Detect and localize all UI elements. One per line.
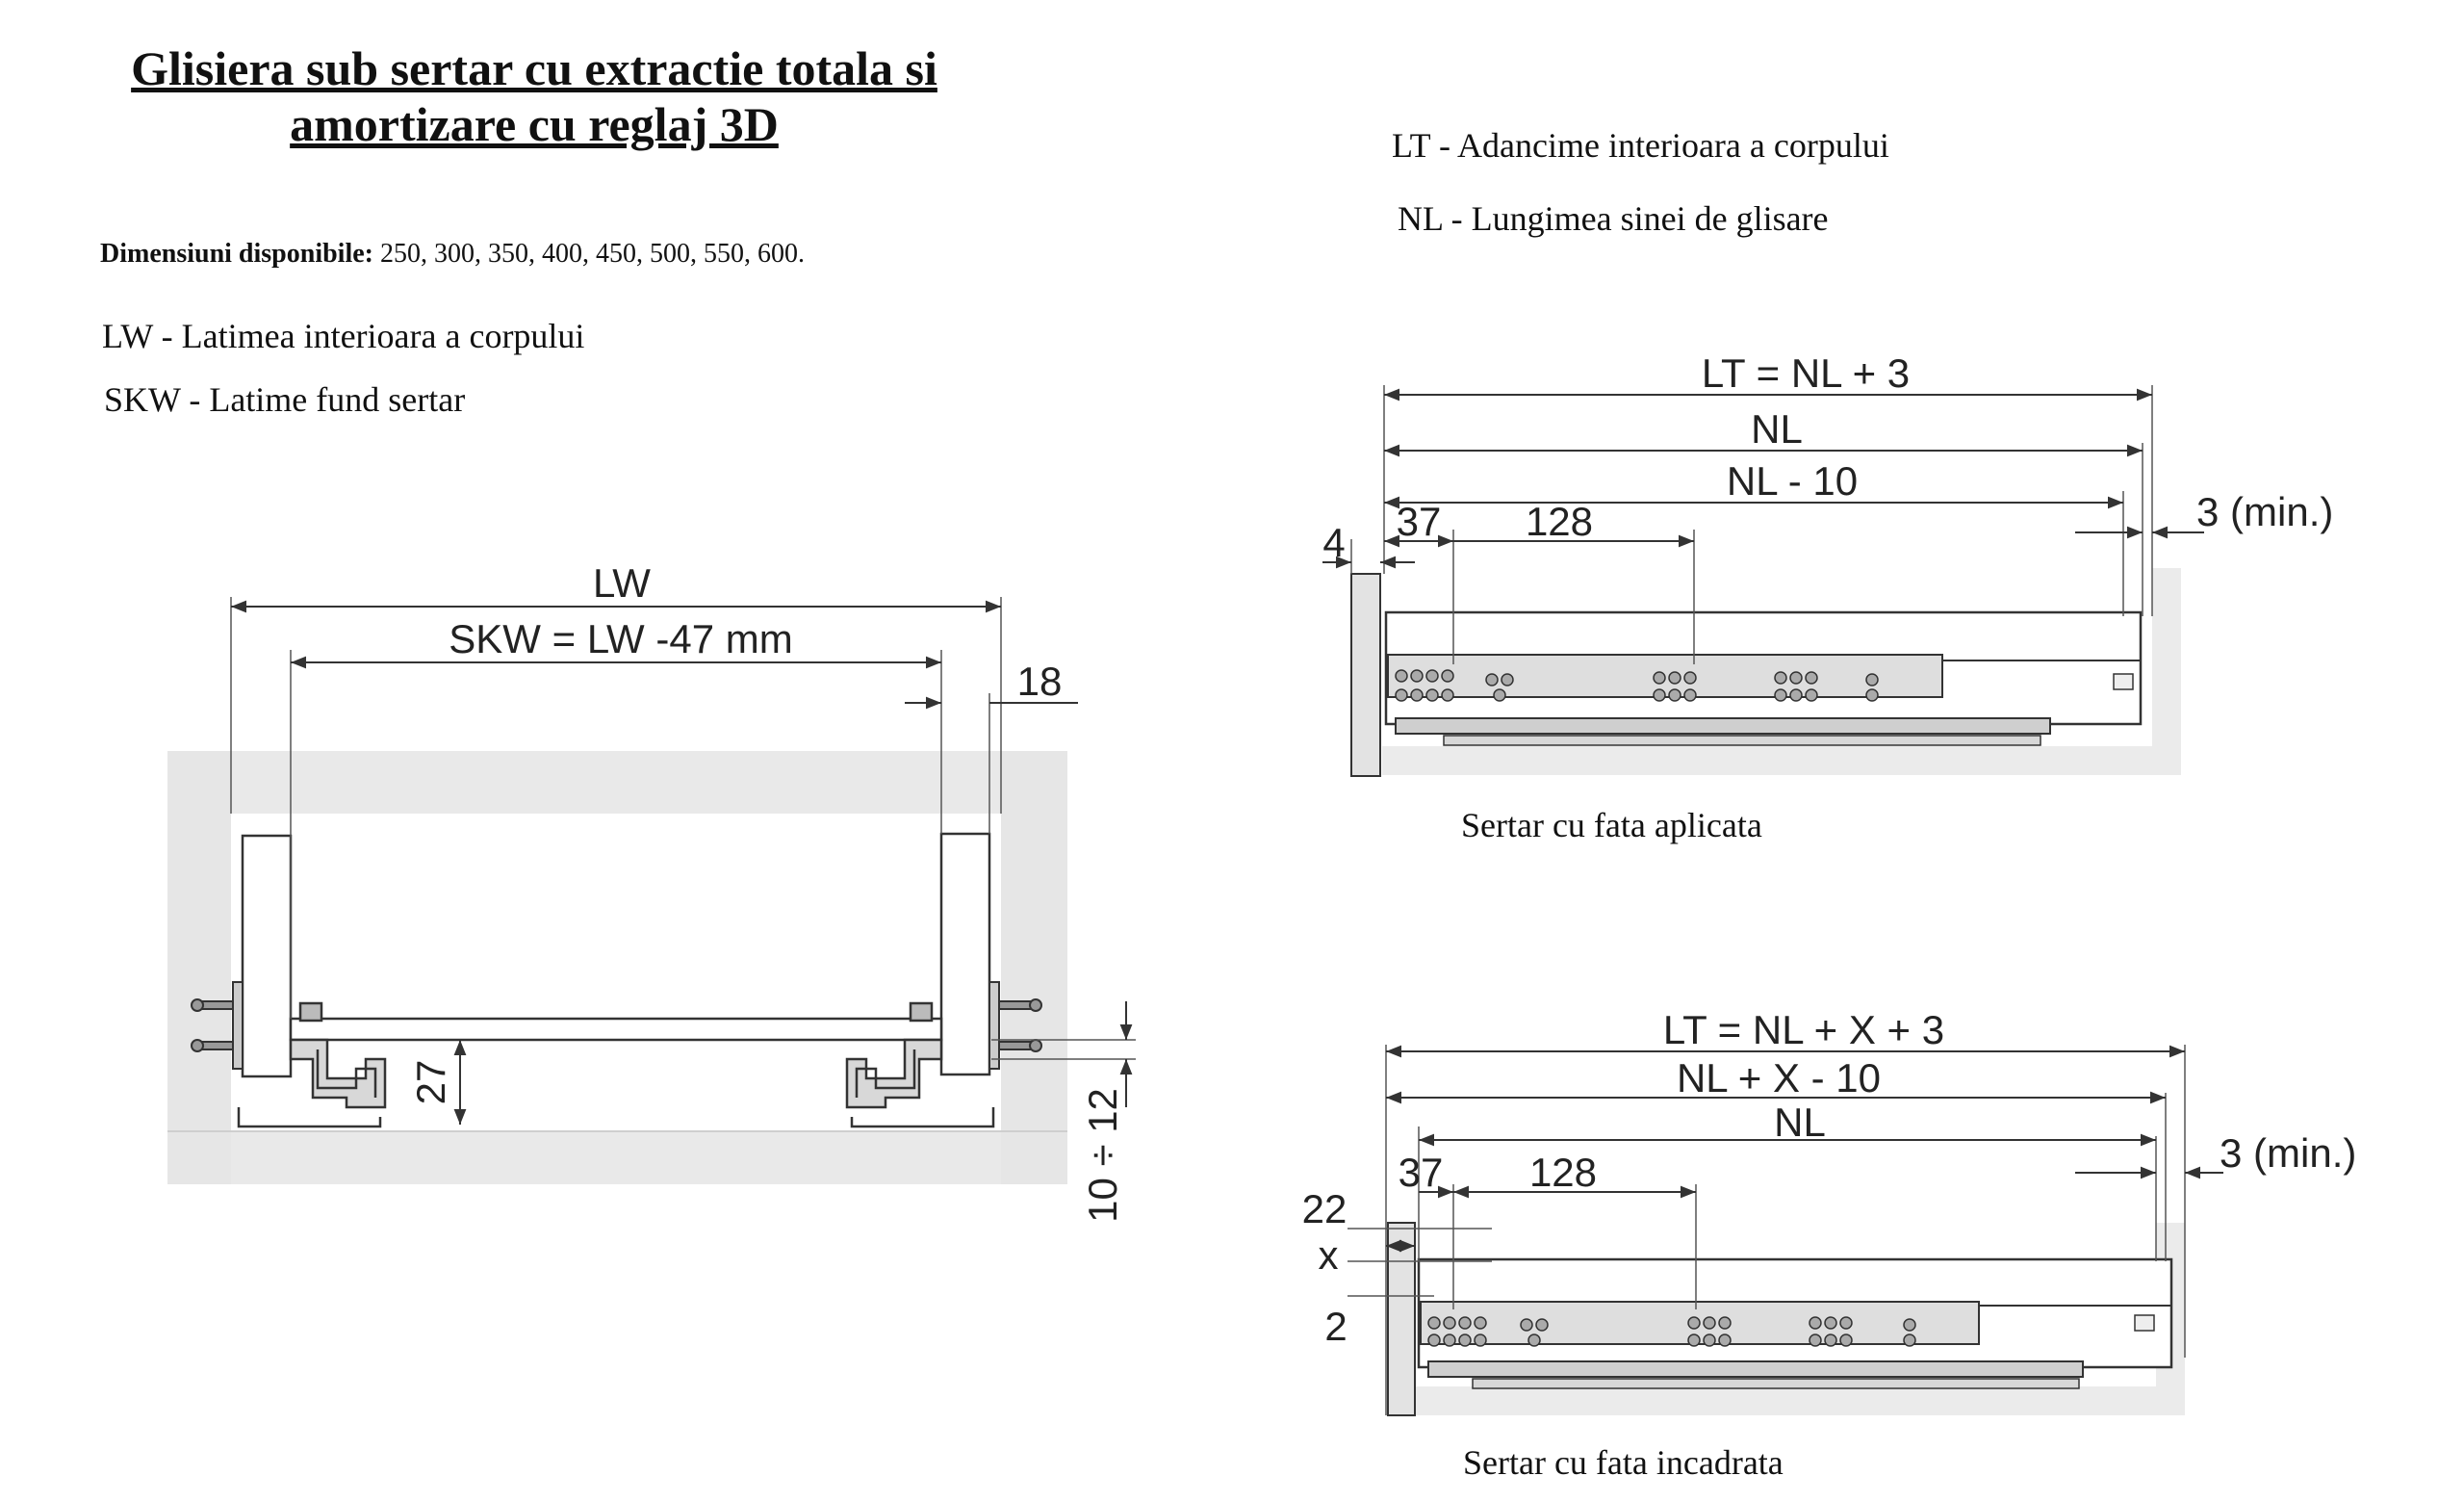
overlay-d4-label: 4	[1322, 520, 1346, 565]
overlay-min-label: 3 (min.)	[2196, 489, 2334, 534]
range-label: 10 ÷ 12	[1080, 1088, 1125, 1223]
caption-inset-front: Sertar cu fata incadrata	[1463, 1443, 1784, 1482]
inset-d22-label: 22	[1301, 1186, 1348, 1231]
overlay-nl-minus-label: NL - 10	[1726, 458, 1859, 504]
inset-x-label: x	[1318, 1232, 1339, 1278]
inset-nlx-label: NL + X - 10	[1676, 1055, 1882, 1101]
height-27-label: 27	[408, 1059, 453, 1105]
overlay-d128-label: 128	[1525, 499, 1594, 544]
inset-d128-label: 128	[1528, 1150, 1598, 1195]
inset-nl-label: NL	[1774, 1100, 1826, 1145]
lw-label: LW	[593, 560, 651, 606]
legend-lw: LW - Latimea interioara a corpului	[102, 317, 585, 355]
inset-front-panel	[1388, 1223, 1415, 1415]
legend-nl: NL - Lungimea sinei de glisare	[1398, 199, 1829, 238]
inset-d37-label: 37	[1398, 1150, 1444, 1195]
inset-min-label: 3 (min.)	[2220, 1130, 2357, 1176]
dimensions-label: Dimensiuni disponibile:	[100, 239, 373, 269]
inset-d2-label: 2	[1324, 1304, 1348, 1349]
title-line-2: amortizare cu reglaj 3D	[290, 97, 779, 151]
overlay-nl-label: NL	[1751, 406, 1803, 452]
side-18-label: 18	[1016, 659, 1063, 704]
title-line-1: Glisiera sub sertar cu extractie totala si	[131, 41, 937, 95]
skw-label: SKW = LW -47 mm	[449, 616, 793, 661]
overlay-lt-label: LT = NL + 3	[1701, 350, 1911, 396]
inset-lt-label: LT = NL + X + 3	[1662, 1007, 1945, 1052]
legend-skw: SKW - Latime fund sertar	[104, 380, 466, 419]
legend-lt: LT - Adancime interioara a corpului	[1392, 126, 1889, 165]
caption-overlay-front: Sertar cu fata aplicata	[1461, 806, 1762, 844]
overlay-d37-label: 37	[1396, 499, 1442, 544]
dimensions-values: 250, 300, 350, 400, 450, 500, 550, 600.	[379, 239, 805, 269]
